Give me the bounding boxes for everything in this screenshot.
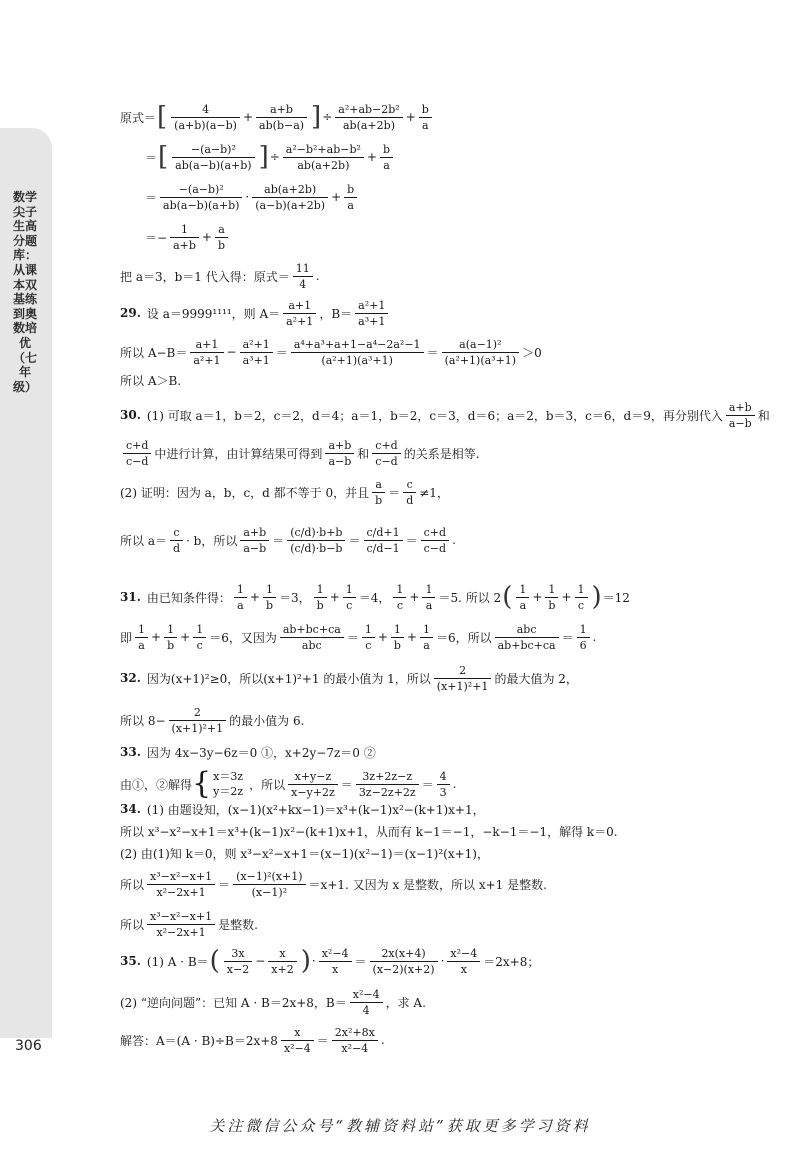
s28-line2: ＝ [ $\frac{\text{−(a−b)²}}{ab(a-b)(a+b)}$ ] ÷ $\frac{\text{a²−b²+ab−b²}}{ab(a+2b)}$ + $\frac{b}{a}$ [145,137,396,177]
problem-number: 33. [120,745,141,759]
fraction: $\frac{2}{\text{(x+1)²+1}}$ [169,706,227,735]
fraction: $\frac{b}{a}$ [419,103,432,132]
fraction: $\frac{3x}{x-2}$ [224,947,252,976]
fraction: $\frac{\text{a²−b²+ab−b²}}{ab(a+2b)}$ [283,143,364,172]
fraction: $\frac{\text{a²+1}}{\text{a³+1}}$ [355,299,388,328]
fraction: $\frac{\text{2x²+8x}}{\text{x²−4}}$ [332,1026,378,1055]
problem-number: 31. [120,590,141,604]
fraction: $\frac{1}{c}$ [362,623,375,652]
p29-line2: 所以 A−B＝ $\frac{a+1}{\text{a²+1}}$ − $\frac{\text{a²+1}}{\text{a³+1}}$ ＝ $\frac{\text{a⁴+a³+a+1−a⁴−2a²−1}}{\text{(a²+1)(a³+1)}}$ ＝ $\frac{\text{a(a−1)²}}{\text{(a²+1)(a³+1)}}$ ＞0 [120,337,542,367]
p35-line2: (2) “逆向问题”：已知 A · B＝2x+8，B＝ $\frac{\text{x²−4}}{4}$ ，求 A. [120,987,426,1017]
fraction: $\frac{\text{−(a−b)²}}{ab(a-b)(a+b)}$ [172,143,254,172]
p30-line4: 所以 a＝ $\frac{c}{d}$ · b，所以 $\frac{a+b}{a-b}$ ＝ $\frac{(c/d)\cdot b+b}{(c/d)\cdot b-b}$ ＝ $\frac{c/d+1}{c/d-1}$ ＝ $\frac{c+d}{c-d}$ . [120,525,456,555]
fraction: $\frac{x+y-z}{x-y+2z}$ [288,770,338,799]
p30-line1: 30. (1) 可取 a＝1，b＝2，c＝2，d＝4；a＝1，b＝2，c＝3，d＝6；a＝2，b＝3，c＝6，d＝9，再分别代入 $\frac{a+b}{a-b}$ 和 [120,400,770,430]
fraction: $\frac{c+d}{c-d}$ [123,439,151,468]
problem-number: 35. [120,954,141,968]
fraction: $\frac{\text{a⁴+a³+a+1−a⁴−2a²−1}}{\text{(a²+1)(a³+1)}}$ [291,338,424,367]
p29-line3: 所以 A＞B. [120,373,182,388]
p34-line1: 34. (1) 由题设知，(x−1)(x²+kx−1)＝x³+(k−1)x²−(k+1)x+1， [120,802,485,817]
fraction: $\frac{c+d}{c-d}$ [372,439,400,468]
p30-line2: $\frac{c+d}{c-d}$ 中进行计算，由计算结果可得到 $\frac{a+b}{a-b}$ 和 $\frac{c+d}{c-d}$ 的关系是相等. [120,433,480,473]
fraction: $\frac{1}{b}$ [314,583,327,612]
fraction: $\frac{\text{abc}}{ab+bc+ca}$ [495,623,559,652]
fraction: $\frac{1}{c}$ [343,583,356,612]
p34-line4: 所以 $\frac{\text{x³−x²−x+1}}{\text{x²−2x+1}}$ ＝ $\frac{\text{(x−1)²(x+1)}}{\text{(x−1)²}}$ ＝x+1. 又因为 x 是整数，所以 x+1 是整数. [120,869,547,899]
p35-line3: 解答：A＝(A · B)÷B＝2x+8 $\frac{x}{\text{x²−4}}$ ＝ $\frac{\text{2x²+8x}}{\text{x²−4}}$ . [120,1025,385,1055]
fraction: $\frac{\text{a²+1}}{\text{a³+1}}$ [240,338,273,367]
fraction: $\frac{4}{3}$ [437,770,450,799]
fraction: $\frac{\text{a(a−1)²}}{\text{(a²+1)(a³+1)}}$ [442,338,520,367]
fraction: $\frac{a+b}{a-b}$ [726,401,755,430]
footer-watermark: 关注微信公众号“教辅资料站”获取更多学习资料 [209,1117,591,1135]
fraction: $\frac{(c/d)\cdot b+b}{(c/d)\cdot b-b}$ [287,526,345,555]
fraction: $\frac{1}{a}$ [420,623,433,652]
fraction: $\frac{1}{a+b}$ [170,223,199,252]
fraction: $\frac{2x(x+4)}{(x-2)(x+2)}$ [370,947,438,976]
fraction: $\frac{1}{6}$ [577,623,590,652]
fraction: $\frac{\text{x³−x²−x+1}}{\text{x²−2x+1}}$ [147,910,215,939]
fraction: $\frac{x}{x+2}$ [268,947,296,976]
problem-number: 29. [120,306,141,320]
fraction: $\frac{\text{x²−4}}{x}$ [447,947,480,976]
fraction: $\frac{b}{a}$ [344,183,357,212]
p30-line3: (2) 证明：因为 a，b，c，d 都不等于 0，并且 $\frac{a}{b}$ ＝ $\frac{c}{d}$ ≠1， [120,477,449,507]
fraction: $\frac{\text{x²−4}}{x}$ [319,947,352,976]
fraction: $\frac{1}{c}$ [393,583,406,612]
s28-line3: ＝ $\frac{\text{−(a−b)²}}{ab(a-b)(a+b)}$ · $\frac{ab(a+2b)}{(a-b)(a+2b)}$ + $\frac{b}{a}$ [145,177,360,217]
p29-line1: 29. 设 a＝9999¹¹¹¹，则 A＝ $\frac{a+1}{\text{a²+1}}$ ，B＝ $\frac{\text{a²+1}}{\text{a³+1}}$ [120,293,391,333]
fraction: $\frac{\text{a²+ab−2b²}}{ab(a+2b)}$ [335,103,402,132]
p31-line1: 31. 由已知条件得： $\frac{1}{a}$ + $\frac{1}{b}$ ＝3， $\frac{1}{b}$ + $\frac{1}{c}$ ＝4， $\frac{1}{c}$ + $\frac{1}{a}$ ＝5. 所以 2 ( $\frac{1}{a}$ + $\frac{1}{b}$ + $\frac{1}{c}$ ) ＝12 [120,582,630,612]
fraction: $\frac{a}{b}$ [372,478,385,507]
problem-number: 34. [120,802,141,816]
s28-line5: 把 a＝3，b＝1 代入得：原式＝ $\frac{11}{4}$ . [120,261,320,291]
fraction: $\frac{\text{(x−1)²(x+1)}}{\text{(x−1)²}}$ [233,870,305,899]
p31-line2: 即 $\frac{1}{a}$ + $\frac{1}{b}$ + $\frac{1}{c}$ ＝6，又因为 $\frac{ab+bc+ca}{\text{abc}}$ ＝ $\frac{1}{c}$ + $\frac{1}{b}$ + $\frac{1}{a}$ ＝6，所以 $\frac{\text{abc}}{ab+bc+ca}$ ＝ $\frac{1}{6}$ . [120,622,597,652]
fraction: $\frac{3z+2z-z}{3z-2z+2z}$ [356,770,419,799]
p32-line2: 所以 8− $\frac{2}{\text{(x+1)²+1}}$ 的最小值为 6. [120,705,305,735]
s28-line1: 原式＝ [ $\frac{4}{(a+b)(a-b)}$ + $\frac{a+b}{ab(b-a)}$ ] ÷ $\frac{\text{a²+ab−2b²}}{ab(a+2b)}$ + $\frac{b}{a}$ [120,97,435,137]
fraction: $\frac{\text{x³−x²−x+1}}{\text{x²−2x+1}}$ [147,870,215,899]
fraction: $\frac{1}{c}$ [193,623,206,652]
fraction: $\frac{1}{b}$ [391,623,404,652]
fraction: $\frac{c}{d}$ [403,478,416,507]
fraction: $\frac{c}{d}$ [170,526,183,555]
p33-line1: 33. 因为 4x−3y−6z＝0 ①，x+2y−7z＝0 ② [120,745,376,760]
fraction: $\frac{\text{−(a−b)²}}{ab(a-b)(a+b)}$ [160,183,242,212]
fraction: $\frac{1}{a}$ [234,583,247,612]
fraction: $\frac{4}{(a+b)(a-b)}$ [171,103,240,132]
fraction: $\frac{2}{\text{(x+1)²+1}}$ [434,664,492,693]
fraction: $\frac{a}{b}$ [215,223,228,252]
p34-line5: 所以 $\frac{\text{x³−x²−x+1}}{\text{x²−2x+1}}$ 是整数. [120,909,258,939]
fraction: $\frac{1}{a}$ [516,583,529,612]
p34-line3: (2) 由(1)知 k＝0，则 x³−x²−x+1＝(x−1)(x²−1)＝(x−1)²(x+1)， [120,846,489,861]
fraction: $\frac{11}{4}$ [293,262,313,291]
fraction: $\frac{ab(a+2b)}{(a-b)(a+2b)}$ [252,183,328,212]
fraction: $\frac{a+b}{a-b}$ [240,526,269,555]
problem-number: 30. [120,408,141,422]
p33-line2: 由①，②解得 { x＝3z y＝2z ，所以 $\frac{x+y-z}{x-y+2z}$ ＝ $\frac{3z+2z-z}{3z-2z+2z}$ ＝ $\frac{4}{3}$ . [120,766,457,801]
fraction: $\frac{c+d}{c-d}$ [421,526,449,555]
fraction: $\frac{1}{a}$ [422,583,435,612]
fraction: $\frac{c/d+1}{c/d-1}$ [364,526,403,555]
fraction: $\frac{a+1}{\text{a²+1}}$ [283,299,316,328]
fraction: $\frac{a+b}{a-b}$ [325,439,354,468]
fraction: $\frac{a+1}{\text{a²+1}}$ [190,338,223,367]
page-number: 306 [15,1038,42,1054]
p34-line2: 所以 x³−x²−x+1＝x³+(k−1)x²−(k+1)x+1，从而有 k−1＝−1，−k−1＝−1，解得 k＝0. [120,824,618,839]
fraction: $\frac{a+b}{ab(b-a)}$ [256,103,307,132]
p32-line1: 32. 因为(x+1)²≥0，所以(x+1)²+1 的最小值为 1，所以 $\frac{2}{\text{(x+1)²+1}}$ 的最大值为 2， [120,663,578,693]
fraction: $\frac{1}{b}$ [164,623,177,652]
problem-number: 32. [120,671,141,685]
book-title-vertical: 数学尖子生高分题库：从课本双基练到奥数培优（七年级） [13,190,38,394]
fraction: $\frac{x}{\text{x²−4}}$ [281,1026,314,1055]
fraction: $\frac{1}{b}$ [263,583,276,612]
fraction: $\frac{\text{x²−4}}{4}$ [350,988,383,1017]
fraction: $\frac{1}{a}$ [135,623,148,652]
s28-line4: ＝− $\frac{1}{a+b}$ + $\frac{a}{b}$ [145,217,231,257]
p35-line1: 35. (1) A · B＝ ( $\frac{3x}{x-2}$ − $\frac{x}{x+2}$ ) · $\frac{\text{x²−4}}{x}$ ＝ $\frac{2x(x+4)}{(x-2)(x+2)}$ · $\frac{\text{x²−4}}{x}$ ＝2x+8； [120,946,540,976]
fraction: $\frac{ab+bc+ca}{\text{abc}}$ [280,623,344,652]
fraction: $\frac{b}{a}$ [380,143,393,172]
fraction: $\frac{1}{c}$ [575,583,588,612]
equation-system: x＝3z y＝2z [213,770,244,798]
fraction: $\frac{1}{b}$ [545,583,558,612]
